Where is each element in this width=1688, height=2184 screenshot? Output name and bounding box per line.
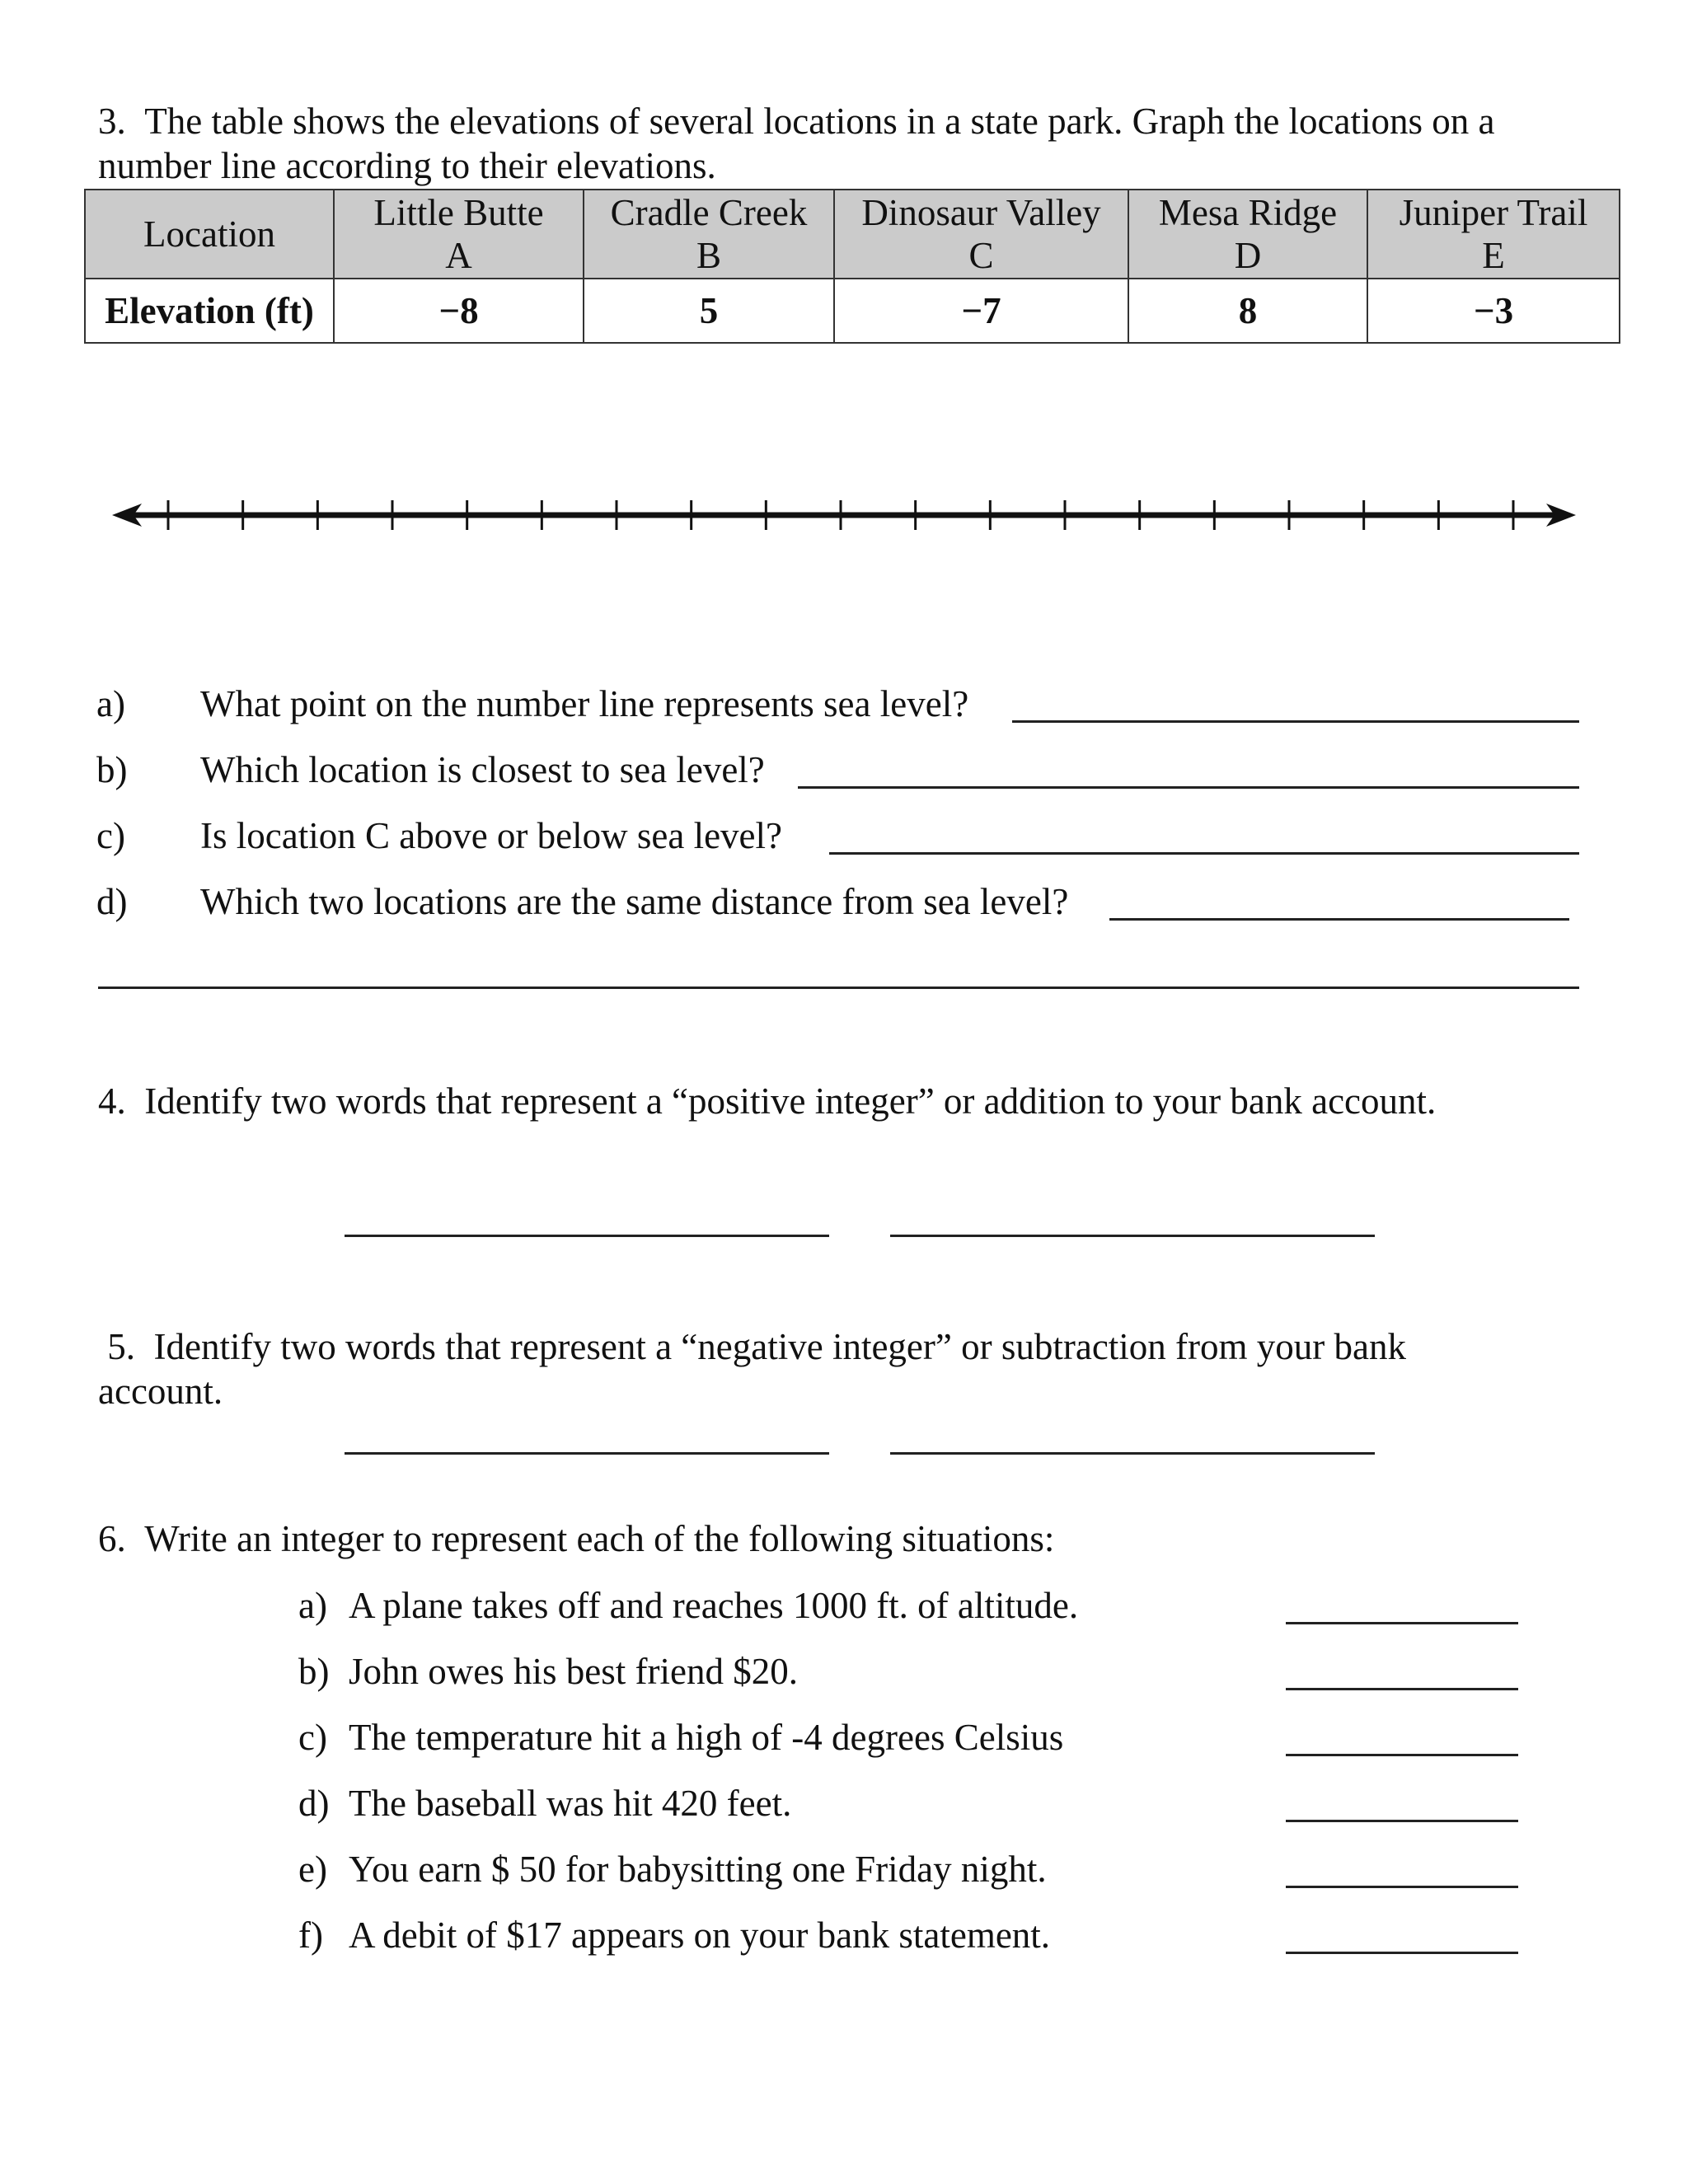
q3d-answer-blank-line2[interactable] xyxy=(98,987,1579,989)
location-cell xyxy=(334,190,584,279)
elevation-value: −3 xyxy=(1367,279,1620,343)
q6e-text: You earn $ 50 for babysitting one Friday night. xyxy=(349,1849,1047,1890)
elevation-table xyxy=(84,189,1620,344)
q6c-answer-blank[interactable] xyxy=(1286,1754,1518,1756)
q5-answer-blank-2[interactable] xyxy=(890,1452,1375,1455)
q3b-letter: b) xyxy=(96,749,128,790)
q6c-letter: c) xyxy=(298,1717,327,1758)
q4-answer-blank-2[interactable] xyxy=(890,1235,1375,1237)
location-name: Juniper Trail xyxy=(1399,192,1588,233)
q6-prompt: 6. Write an integer to represent each of the following situations: xyxy=(98,1518,1055,1559)
location-cell xyxy=(834,190,1128,279)
location-name: Mesa Ridge xyxy=(1158,192,1338,233)
q3a-letter: a) xyxy=(96,683,125,724)
q3b-answer-blank[interactable] xyxy=(798,786,1579,789)
q4-answer-blank-1[interactable] xyxy=(345,1235,829,1237)
table-elevation-row xyxy=(85,279,1620,343)
location-letter: E xyxy=(1482,235,1505,276)
q6b-text: John owes his best friend $20. xyxy=(349,1651,798,1692)
q6a-letter: a) xyxy=(298,1585,327,1626)
location-letter: B xyxy=(696,235,721,276)
q3c-answer-blank[interactable] xyxy=(829,852,1579,855)
elevation-header: Elevation (ft) xyxy=(85,279,334,343)
location-cell xyxy=(1128,190,1367,279)
q6e-answer-blank[interactable] xyxy=(1286,1886,1518,1888)
elevation-value: −8 xyxy=(334,279,584,343)
location-letter: A xyxy=(445,235,472,276)
number-line[interactable] xyxy=(0,486,1688,544)
location-letter: C xyxy=(968,235,994,276)
q6a-text: A plane takes off and reaches 1000 ft. of altitude. xyxy=(349,1585,1079,1626)
q6a-answer-blank[interactable] xyxy=(1286,1622,1518,1624)
q3a-answer-blank[interactable] xyxy=(1012,720,1579,723)
q6d-answer-blank[interactable] xyxy=(1286,1820,1518,1822)
q3d-letter: d) xyxy=(96,881,128,922)
q3-prompt-line2: number line according to their elevations. xyxy=(98,145,716,186)
q3-prompt-line1: 3. The table shows the elevations of several locations in a state park. Graph the locations on a xyxy=(98,101,1495,142)
q6c-text: The temperature hit a high of -4 degrees Celsius xyxy=(349,1717,1064,1758)
q6d-text: The baseball was hit 420 feet. xyxy=(349,1783,792,1824)
location-cell xyxy=(1367,190,1620,279)
table-header-row xyxy=(85,190,1620,279)
elevation-value: −7 xyxy=(834,279,1128,343)
q3b-text: Which location is closest to sea level? xyxy=(200,749,765,790)
q4-prompt: 4. Identify two words that represent a “positive integer” or addition to your bank account. xyxy=(98,1080,1437,1122)
q6b-answer-blank[interactable] xyxy=(1286,1688,1518,1690)
elevation-value: 5 xyxy=(584,279,834,343)
q3d-answer-blank[interactable] xyxy=(1109,918,1569,921)
q3a-text: What point on the number line represents sea level? xyxy=(200,683,969,724)
q5-answer-blank-1[interactable] xyxy=(345,1452,829,1455)
location-name: Little Butte xyxy=(373,192,544,233)
q3c-letter: c) xyxy=(96,815,125,856)
location-name: Cradle Creek xyxy=(610,192,808,233)
location-letter: D xyxy=(1234,235,1262,276)
q6f-text: A debit of $17 appears on your bank statement. xyxy=(349,1915,1051,1956)
q6b-letter: b) xyxy=(298,1651,330,1692)
q6d-letter: d) xyxy=(298,1783,330,1824)
location-cell xyxy=(584,190,834,279)
q6f-answer-blank[interactable] xyxy=(1286,1952,1518,1954)
q5-prompt-line2: account. xyxy=(98,1371,223,1412)
location-name: Dinosaur Valley xyxy=(861,192,1101,233)
q3c-text: Is location C above or below sea level? xyxy=(200,815,783,856)
q6e-letter: e) xyxy=(298,1849,327,1890)
q3d-text: Which two locations are the same distance from sea level? xyxy=(200,881,1069,922)
location-header: Location xyxy=(85,190,334,279)
q5-prompt-line1: 5. Identify two words that represent a “negative integer” or subtraction from your bank xyxy=(98,1326,1406,1367)
elevation-value: 8 xyxy=(1128,279,1367,343)
q6f-letter: f) xyxy=(298,1915,323,1956)
